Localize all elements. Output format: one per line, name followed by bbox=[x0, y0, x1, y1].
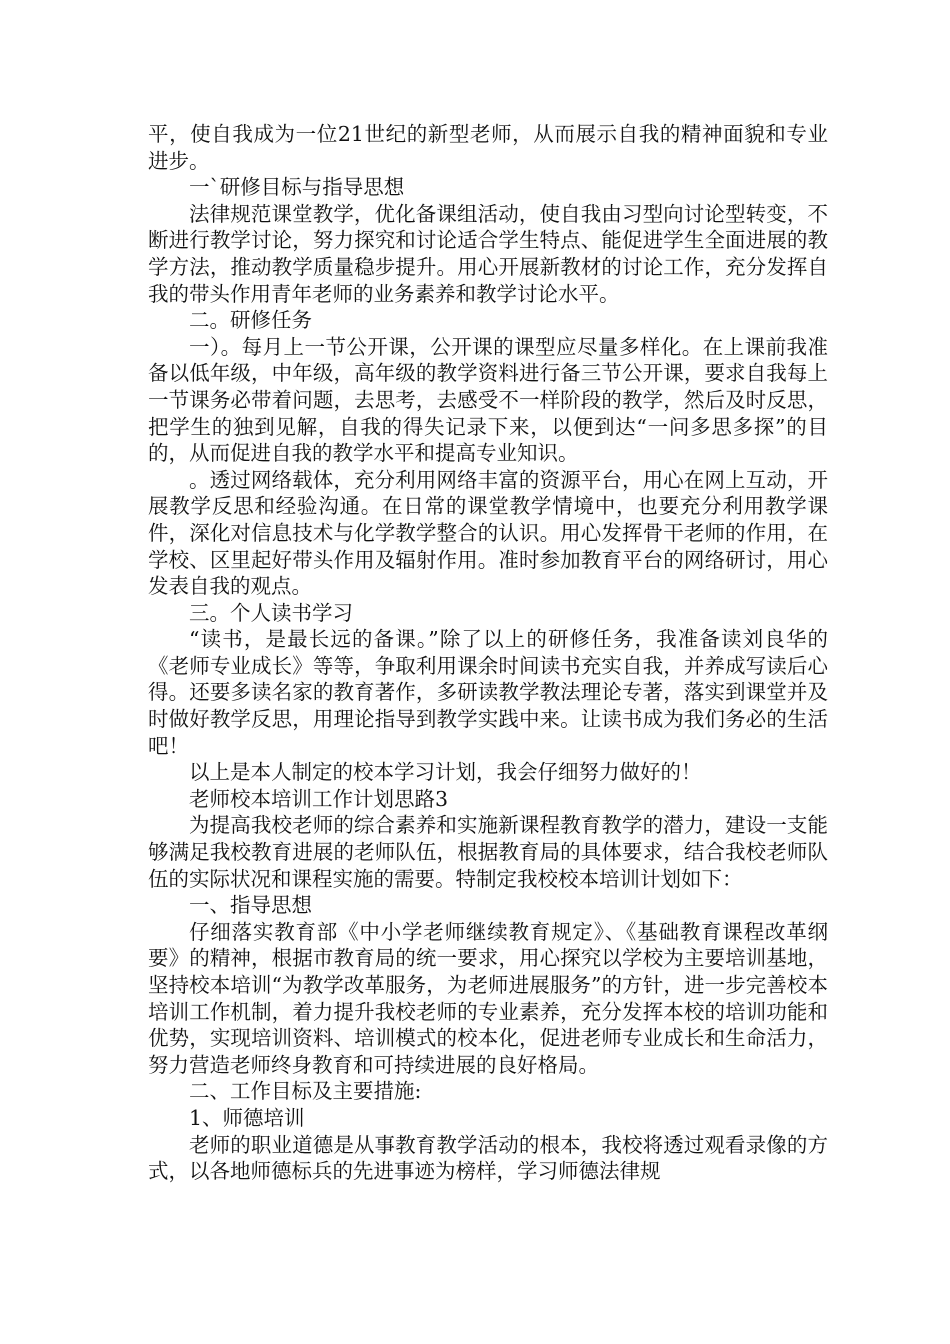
paragraph-research-goals: 法律规范课堂教学，优化备课组活动，使自我由习型向讨论型转变，不断进行教学讨论，努力探究和讨论适合学生特点、能促进学生全面进展的教学方法，推动教学质量稳步提升。用心开展新教材的讨论工作，充分发挥自我的带头作用青年老师的业务素养和教学讨论水平。 bbox=[148, 201, 828, 306]
paragraph-network: 。透过网络载体，充分利用网络丰富的资源平台，用心在网上互动，开展教学反思和经验沟通。在日常的课堂教学情境中，也要充分利用教学课件，深化对信息技术与化学教学整合的认识。用心发挥骨干老师的作用，在学校、区里起好带头作用及辐射作用。准时参加教育平台的网络研讨，用心发表自我的观点。 bbox=[148, 467, 828, 599]
heading-personal-reading: 三。个人读书学习 bbox=[189, 600, 353, 625]
section-title-plan-3: 老师校本培训工作计划思路3 bbox=[189, 786, 449, 811]
paragraph-plan-intro: 为提高我校老师的综合素养和实施新课程教育教学的潜力，建设一支能够满足我校教育进展的老师队伍，根据教育局的具体要求，结合我校老师队伍的实际状况和课程实施的需要。特制定我校校本培训计划如下： bbox=[148, 813, 828, 891]
heading-guiding-thought: 一、指导思想 bbox=[189, 893, 312, 918]
paragraph-guiding-thought: 仔细落实教育部《中小学老师继续教育规定》、《基础教育课程改革纲要》的精神，根据市教育局的统一要求，用心探究以学校为主要培训基地，坚持校本培训“为教学改革服务，为老师进展服务”的方针，进一步完善校本培训工作机制，着力提升我校老师的专业素养，充分发挥本校的培训功能和优势，实现培训资料、培训模式的校本化，促进老师专业成长和生命活力，努力营造老师终身教育和可持续进展的良好格局。 bbox=[148, 919, 828, 1077]
heading-research-goals: 一`研修目标与指导思想 bbox=[189, 175, 405, 200]
paragraph-reading: “读书，是最长远的备课。”除了以上的研修任务，我准备读刘良华的《老师专业成长》等等，争取利用课余时间读书充实自我，并养成写读后心得。还要多读名家的教育著作，多研读教学教法理论专著，落实到课堂并及时做好教学反思，用理论指导到教学实践中来。让读书成为我们务必的生活吧！ bbox=[148, 627, 828, 758]
paragraph-1: 平，使自我成为一位21世纪的新型老师，从而展示自我的精神面貌和专业进步。 bbox=[148, 122, 828, 173]
heading-ethics-training: 1、师德培训 bbox=[189, 1105, 305, 1130]
heading-goals-measures: 二、工作目标及主要措施: bbox=[189, 1079, 422, 1104]
heading-research-tasks: 二。研修任务 bbox=[189, 308, 312, 333]
paragraph-ethics-training: 老师的职业道德是从事教育教学活动的根本，我校将透过观看录像的方式，以各地师德标兵的先进事迹为榜样，学习师德法律规 bbox=[148, 1132, 828, 1184]
paragraph-open-class: 一）。每月上一节公开课，公开课的课型应尽量多样化。在上课前我准备以低年级，中年级，高年级的教学资料进行备三节公开课，要求自我每上一节课务必带着问题，去思考，去感受不一样阶段的教学，然后及时反思，把学生的独到见解，自我的得失记录下来，以便到达“一问多思多探”的目的，从而促进自我的教学水平和提高专业知识。 bbox=[148, 334, 828, 466]
document-page bbox=[148, 121, 828, 1185]
paragraph-conclusion: 以上是本人制定的校本学习计划，我会仔细努力做好的！ bbox=[189, 760, 702, 785]
